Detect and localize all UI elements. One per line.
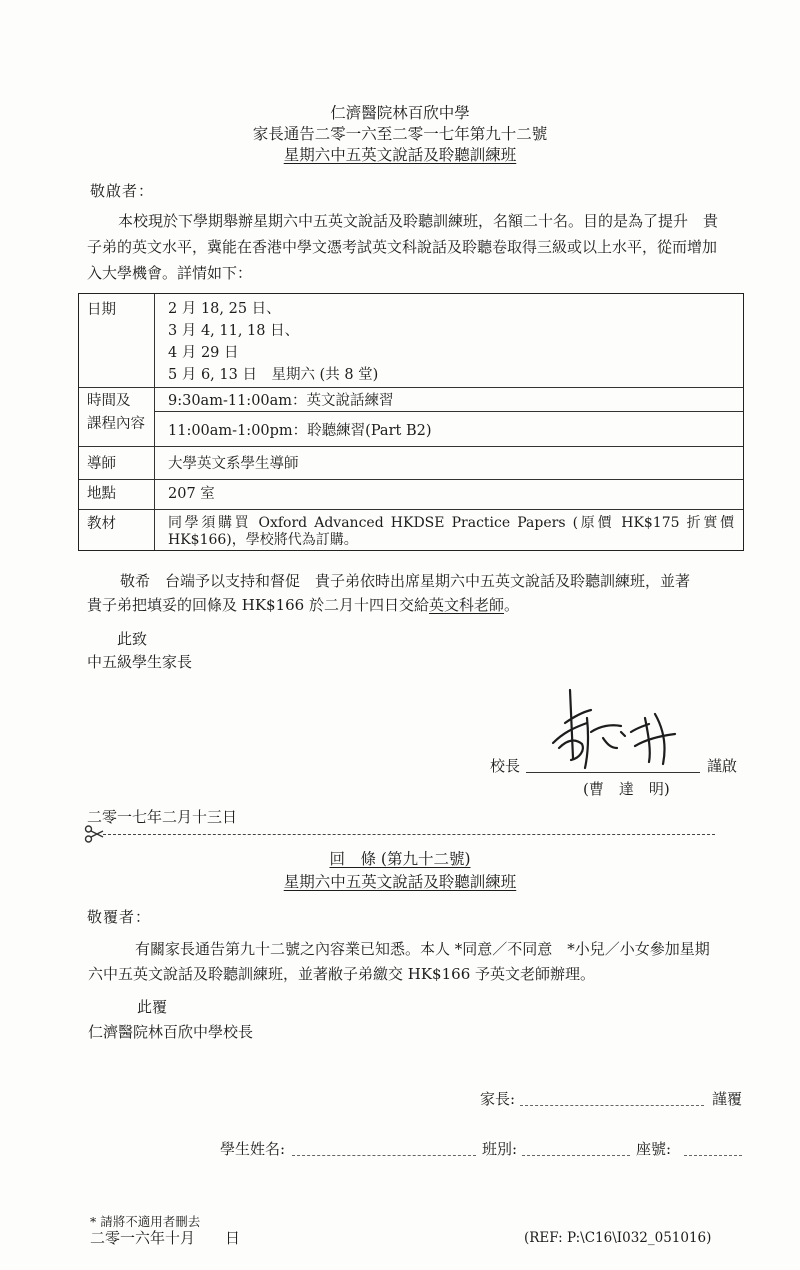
date-line-4: 5 月 6, 13 日 星期六 (共 8 堂) [168, 367, 379, 383]
principal-signature-line [526, 772, 700, 773]
session-2: 11:00am-1:00pm：聆聽練習(Part B2) [168, 423, 432, 439]
tutor-label: 導師 [87, 456, 116, 472]
request-line-2-text: 貴子弟把填妥的回條及 HK$166 於二月十四日交給 [87, 596, 429, 614]
date-label: 日期 [87, 302, 116, 318]
reply-body-line-1: 有關家長通告第九十二號之內容業已知悉。本人 *同意／不同意 *小兒／小女參加星期 [135, 940, 710, 958]
cut-line [103, 834, 715, 835]
parent-signature-field[interactable] [520, 1105, 704, 1106]
time-label-2: 課程內容 [87, 416, 145, 432]
table-divider [154, 294, 155, 550]
intro-line-3: 入大學機會。詳情如下： [87, 264, 253, 282]
closing-phrase: 此致 [117, 630, 148, 648]
date-line-1: 2 月 18, 25 日、 [168, 301, 281, 317]
table-row-line [79, 446, 743, 447]
material-line-1: 同學須購買 Oxford Advanced HKDSE Practice Papers (原價 HK$175 折實價 [168, 515, 734, 531]
reply-subject: 星期六中五英文說話及聆聽訓練班 [283, 873, 517, 891]
request-line-1: 敬希 台端予以支持和督促 貴子弟依時出席星期六中五英文說話及聆聽訓練班，並著 [120, 572, 691, 590]
date-line-3: 4 月 29 日 [168, 345, 239, 361]
request-line-2-end: 。 [504, 596, 520, 614]
form-date: 二零一六年十月 日 [90, 1229, 241, 1247]
table-row-line [79, 479, 743, 480]
seat-number-field[interactable] [684, 1155, 742, 1156]
footnote: * 請將不適用者刪去 [90, 1214, 201, 1229]
notice-date: 二零一七年二月十三日 [87, 808, 238, 826]
venue-label: 地點 [87, 486, 116, 502]
signature-suffix: 謹啟 [707, 757, 738, 775]
reply-title-wrap [0, 849, 800, 870]
reply-title: 回 條 (第九十二號) [329, 850, 471, 868]
student-name-label: 學生姓名: [220, 1140, 286, 1158]
principal-name: (曹 達 明) [583, 780, 670, 798]
reference-code: (REF: P:\C16\I032_051016) [524, 1230, 712, 1246]
english-teacher: 英文科老師 [429, 596, 505, 614]
class-label: 班別: [482, 1140, 518, 1158]
scissors-icon [84, 824, 104, 844]
closing-recipient: 中五級學生家長 [87, 653, 193, 671]
date-line-2: 3 月 4, 11, 18 日、 [168, 323, 300, 339]
reply-salutation: 敬覆者： [87, 908, 152, 926]
intro-line-2: 子弟的英文水平，冀能在香港中學文憑考試英文科說話及聆聽卷取得三級或以上水平，從而增加 [87, 238, 718, 256]
material-line-2: HK$166)，學校將代為訂購。 [168, 532, 358, 548]
intro-line-1: 本校現於下學期舉辦星期六中五英文說話及聆聽訓練班，名額二十名。目的是為了提升 貴 [118, 212, 719, 230]
notice-subject-wrap [0, 145, 800, 166]
salutation: 敬啟者： [90, 182, 155, 200]
notice-subject: 星期六中五英文說話及聆聽訓練班 [283, 146, 517, 164]
school-name: 仁濟醫院林百欣中學 [330, 104, 470, 122]
request-line-2 [87, 596, 519, 615]
session-1: 9:30am-11:00am：英文說話練習 [168, 393, 394, 409]
details-table [78, 293, 744, 551]
reply-body-line-2: 六中五英文說話及聆聽訓練班，並著敝子弟繳交 HK$166 予英文老師辦理。 [88, 965, 596, 983]
table-row-line [79, 509, 743, 510]
principal-signature [525, 688, 700, 778]
parent-label: 家長: [480, 1090, 516, 1108]
parent-suffix: 謹覆 [712, 1090, 743, 1108]
reply-recipient: 仁濟醫院林百欣中學校長 [88, 1023, 254, 1041]
reply-closing-phrase: 此覆 [137, 998, 168, 1016]
notice-number: 家長通告二零一六至二零一七年第九十二號 [252, 125, 548, 143]
student-name-field[interactable] [292, 1155, 476, 1156]
seat-label: 座號: [636, 1140, 672, 1158]
time-label-1: 時間及 [87, 393, 131, 409]
reply-subject-wrap [0, 872, 800, 893]
tutor-value: 大學英文系學生導師 [168, 456, 299, 472]
class-field[interactable] [522, 1155, 630, 1156]
principal-title: 校長 [490, 757, 521, 775]
table-row-line [79, 387, 743, 388]
venue-value: 207 室 [168, 486, 215, 502]
material-label: 教材 [87, 516, 116, 532]
